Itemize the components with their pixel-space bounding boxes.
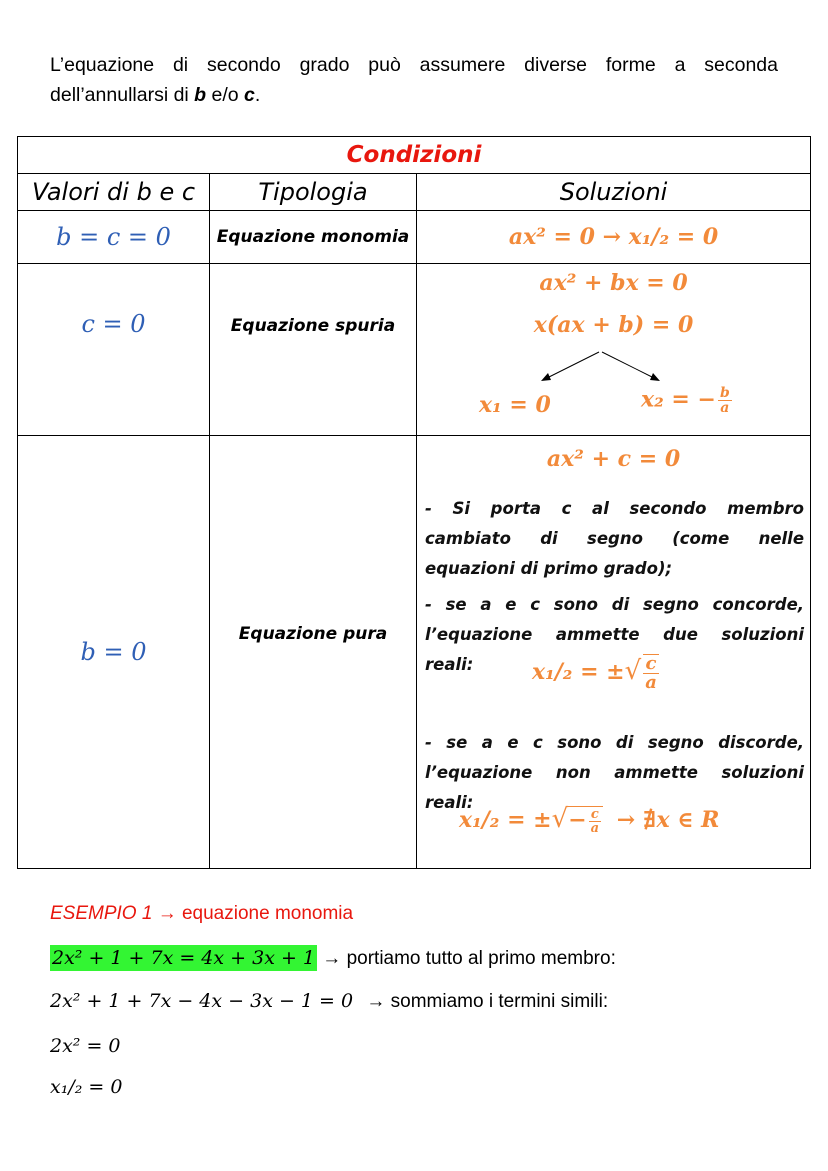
spuria-x2-lhs: x₂ = − [641, 386, 716, 413]
pura-formula2-lhs: x₁/₂ = ± [459, 807, 552, 833]
table-row [18, 436, 811, 869]
spuria-x2-num: b [719, 385, 730, 401]
pura-formula2-num: c [589, 808, 601, 822]
example-eq-4: x₁/₂ = 0 [50, 1076, 123, 1098]
header-solutions: Soluzioni [417, 174, 811, 211]
example-line-1 [50, 947, 616, 970]
example-eq-2: 2x² + 1 + 7x − 4x − 3x − 1 = 0 [50, 990, 354, 1012]
pura-formula1-lhs: x₁/₂ = ± [532, 659, 625, 685]
pura-formula2-den: a [590, 820, 600, 836]
spuria-x1: x₁ = 0 [479, 392, 551, 418]
pura-formula2 [459, 804, 719, 835]
table-title: Condizioni [18, 137, 811, 174]
example-eq-1: 2x² + 1 + 7x = 4x + 3x + 1 [52, 947, 316, 969]
conditions-table [17, 136, 811, 869]
sqrt-sign-icon: √ [551, 804, 569, 834]
pura-step2: - se a e c sono di segno concorde, l’equazione ammette due soluzioni reali: [425, 595, 805, 674]
pura-formula1-num: c [643, 655, 659, 674]
intro-c: c [244, 84, 255, 106]
arrow-right-icon: → [157, 903, 177, 924]
condition-monomia: b = c = 0 [18, 211, 210, 264]
example-eq-3: 2x² = 0 [50, 1035, 121, 1057]
spuria-eq1: ax² + bx = 0 [539, 270, 688, 296]
pura-eq1: ax² + c = 0 [546, 446, 681, 472]
spuria-x2-den: a [720, 400, 730, 416]
intro-text-c: . [254, 84, 261, 106]
type-monomia: Equazione monomia [210, 211, 417, 264]
intro-text-b: e/o [206, 84, 245, 106]
sqrt-sign-icon: √ [624, 656, 642, 686]
condition-spuria: c = 0 [18, 264, 210, 436]
header-type: Tipologia [210, 174, 417, 211]
header-values: Valori di b e c [18, 174, 210, 211]
solution-monomia: ax² = 0 → x₁/₂ = 0 [417, 211, 811, 264]
pura-step1: - Si porta c al secondo membro cambiato di segno (come nelle equazioni di primo grado); [425, 499, 805, 578]
branch-arrows [417, 344, 811, 384]
example-note-1: → portiamo tutto al primo membro: [322, 948, 616, 969]
example-title [50, 903, 353, 925]
table-row [18, 211, 811, 264]
intro-text-a: L’equazione di secondo grado può assumere diverse forme a seconda dell’annullarsi di [50, 54, 778, 106]
solution-spuria [417, 264, 811, 436]
condition-pura: b = 0 [18, 436, 210, 869]
pura-formula1 [532, 654, 661, 692]
type-spuria: Equazione spuria [210, 264, 417, 436]
pura-step3: - se a e c sono di segno discorde, l’equazione non ammette soluzioni reali: [425, 733, 805, 812]
intro-b: b [194, 84, 207, 106]
example-line-2 [50, 990, 608, 1013]
spuria-x2 [641, 386, 734, 415]
pura-formula2-minus: − [568, 807, 587, 833]
type-pura: Equazione pura [210, 436, 417, 869]
pura-formula2-rhs: → ∄x ∈ R [616, 807, 720, 833]
solution-pura [417, 436, 811, 869]
pura-formula1-den: a [645, 672, 657, 693]
example-label-text: equazione monomia [181, 903, 354, 924]
example-note-2: → sommiamo i termini simili: [366, 991, 609, 1012]
intro-paragraph [50, 50, 778, 110]
spuria-eq2: x(ax + b) = 0 [533, 312, 694, 338]
example-label: ESEMPIO 1 [50, 903, 153, 924]
table-row [18, 264, 811, 436]
